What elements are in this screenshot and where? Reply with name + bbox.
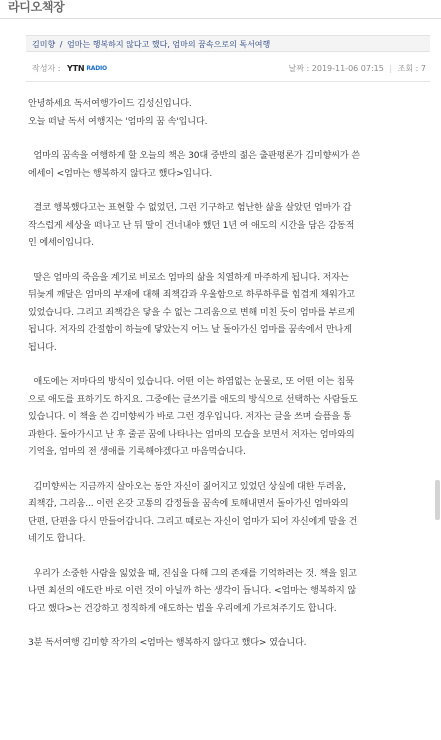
text-line: 딸은 엄마의 죽음을 계기로 비로소 엄마의 삶을 치열하게 마주하게 됩니다. 저자는 [33,272,349,283]
text-line: 엄마의 꿈속을 여행하게 할 오늘의 책은 30대 중반의 젊은 출판평론가 김미향씨가 쓴 [33,151,360,161]
logo-text: YTN [66,64,85,73]
text-line: 작스럽게 세상을 떠나고 난 뒤 딸이 건너내야 했던 1년 여 애도의 시간을 담은 감동적 [28,220,355,231]
meta-divider: | [389,64,393,73]
post-category: 김미향 [32,40,56,49]
text-line: 안녕하세요 독서여행가이드 김성신입니다. [28,99,192,109]
date-label: 날짜 : [288,64,310,73]
text-line: 3분 독서여행 김미향 작가의 <엄마는 행복하지 않다고 했다> 였습니다. [28,638,307,648]
ytn-radio-logo [67,62,107,76]
text-line: 기억을, 엄마의 전 생애를 기록해야겠다고 마음먹습니다. [28,447,246,457]
post-meta [26,62,430,76]
post-date: 2019-11-06 07:15 [311,64,384,73]
paragraph [28,200,432,253]
text-line: 오늘 떠날 독서 여행지는 '엄마의 꿈 속'입니다. [28,116,208,127]
text-line: 뒤늦게 깨달은 엄마의 부재에 대해 죄책감과 우울함으로 하루하루를 힘겹게 채워가고 [28,290,355,300]
text-line: 됩니다. 저자의 간절함이 하늘에 닿았는지 어느 날 돌아가신 엄마를 꿈속에서 만나게 [28,325,352,335]
divider [0,18,441,19]
paragraph [28,96,432,131]
text-line: 단편, 단편을 다시 만들어갑니다. 그리고 때로는 자신이 엄마가 되어 자신에게 말을 건 [28,516,358,527]
paragraph [28,374,432,462]
divider [26,81,430,82]
text-line: 애도에는 저마다의 방식이 있습니다. 어떤 이는 하염없는 눈물로, 또 어떤 이는 침묵 [33,377,355,387]
text-line: 됩니다. [28,342,57,353]
text-line: 네기도 합니다. [28,534,86,544]
paragraph [28,566,432,619]
paragraph [28,270,432,358]
author-label: 작성자 : [32,64,61,73]
text-line: 있었습니다. 그리고 죄책감은 닿을 수 없는 그리움으로 변해 미친 듯이 엄마를 부르게 [28,307,355,318]
post-subject: 엄마는 행복하지 않다고 했다, 엄마의 꿈속으로의 독서여행 [66,40,271,49]
paragraph [28,148,432,183]
paragraph [28,479,432,549]
scrollbar-thumb[interactable] [435,480,440,520]
text-line: 우리가 소중한 사람을 잃었을 때, 진심을 다해 그의 존재를 기억하려는 것. 책을 읽고 [33,568,357,579]
text-line: 죄책감, 그리움... 이런 온갖 고통의 감정들을 꿈속에 토해내면서 돌아가신 엄마와의 [28,499,349,509]
paragraph [28,635,432,653]
views-label: 조회 : [397,64,419,73]
post-body [28,96,432,653]
text-line: 김미향씨는 지금까지 살아오는 동안 자신이 짊어지고 있었던 상실에 대한 두려움, [33,481,346,492]
post-title-bar [26,35,430,52]
text-line: 과한다. 돌아가시고 난 후 줄곧 꿈에 나타나는 엄마의 모습을 보면서 저자는 엄마와의 [28,429,355,440]
text-line: 결코 행복했다고는 표현할 수 없었던, 그런 기구하고 험난한 삶을 살았던 엄마가 갑 [33,203,352,213]
board-title[interactable]: 라디오책장 [8,0,65,14]
text-line: 으로 애도를 표하기도 하지요. 그중에는 글쓰기를 애도의 방식으로 선택하는 사람들도 [28,394,358,405]
text-line: 있습니다. 이 책을 쓴 김미향씨가 바로 그런 경우입니다. 저자는 글을 쓰며 슬픔을 통 [28,412,352,422]
text-line: 인 에세이입니다. [28,238,94,248]
category-separator: / [59,40,63,49]
date-views [289,62,426,76]
view-count: 7 [420,64,426,73]
text-line: 다고 했다>는 건강하고 정직하게 애도하는 법을 우리에게 가르쳐주기도 합니다. [28,603,337,614]
text-line: 나면 최선의 애도란 바로 이런 것이 아닐까 하는 생각이 듭니다. <엄마는 행복하지 않 [28,586,357,596]
logo-sub: RADIO [86,65,107,72]
author-info [32,62,107,76]
text-line: 에세이 <엄마는 행복하지 않다고 했다>입니다. [28,168,213,179]
